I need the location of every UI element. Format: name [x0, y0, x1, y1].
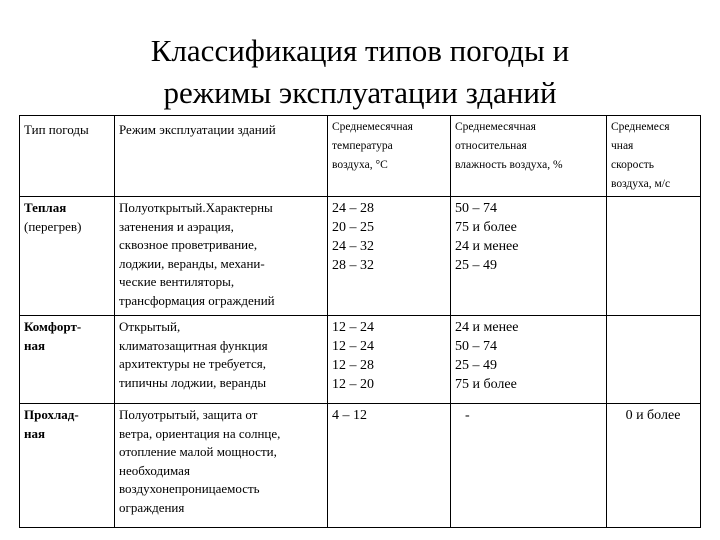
header-weather-type: Тип погоды: [20, 116, 115, 197]
header-wind-speed: Среднемеся чная скорость воздуха, м/с: [607, 116, 701, 197]
weather-type-cell: Прохлад- ная: [20, 404, 115, 528]
weather-type-cell: Теплая (перегрев): [20, 197, 115, 316]
temperature-cell: 24 – 28 20 – 25 24 – 32 28 – 32: [328, 197, 451, 316]
temperature-cell: 4 – 12: [328, 404, 451, 528]
title-line-2: режимы эксплуатации зданий: [163, 75, 557, 110]
operation-mode-cell: Полуотрытый, защита от ветра, ориентация на солнце, отопление малой мощности, необходимая воздухонепроницаемость ограждения: [115, 404, 328, 528]
title-line-1: Классификация типов погоды и: [150, 33, 570, 68]
table-row: [20, 197, 701, 316]
table-row: [20, 316, 701, 404]
humidity-cell: 50 – 74 75 и более 24 и менее 25 – 49: [451, 197, 607, 316]
header-humidity: Среднемесячная относительная влажность воздуха, %: [451, 116, 607, 197]
weather-classification-table: [19, 115, 701, 528]
wind-speed-cell: 0 и более: [607, 404, 701, 528]
header-temperature: Среднемесячная температура воздуха, °С: [328, 116, 451, 197]
humidity-cell: -: [451, 404, 607, 528]
wind-speed-cell: [607, 316, 701, 404]
slide-title: [0, 30, 720, 114]
humidity-cell: 24 и менее 50 – 74 25 – 49 75 и более: [451, 316, 607, 404]
header-operation-mode: Режим эксплуатации зданий: [115, 116, 328, 197]
weather-type-cell: Комфорт- ная: [20, 316, 115, 404]
wind-speed-cell: [607, 197, 701, 316]
temperature-cell: 12 – 24 12 – 24 12 – 28 12 – 20: [328, 316, 451, 404]
operation-mode-cell: Открытый, климатозащитная функция архитектуры не требуется, типичны лоджии, веранды: [115, 316, 328, 404]
table-header-row: [20, 116, 701, 197]
operation-mode-cell: Полуоткрытый.Характерны затенения и аэрация, сквозное проветривание, лоджии, веранды, механи- ческие вентиляторы, трансформация ограждений: [115, 197, 328, 316]
table-row: [20, 404, 701, 528]
